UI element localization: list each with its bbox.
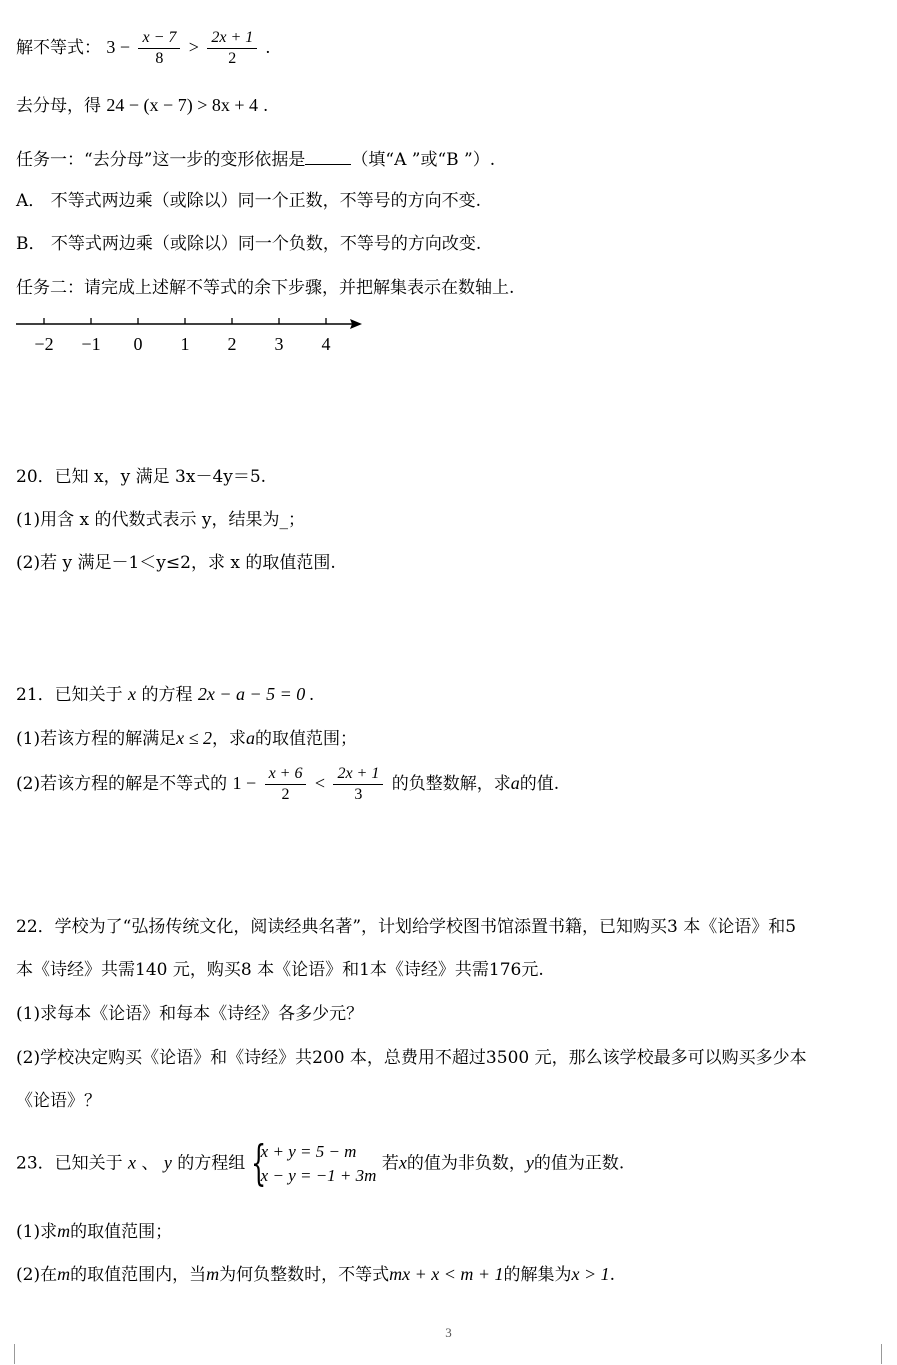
q21-p1-var-a: a	[245, 728, 255, 748]
q19-gt: >	[188, 37, 199, 57]
q22-line2: 本《诗经》共需140 元，购买8 本《论语》和1本《诗经》共需176元.	[16, 960, 544, 980]
number-line-label: 1	[180, 334, 190, 354]
number-line-label: 0	[133, 334, 143, 354]
q22-part2-line1: (2)学校决定购买《论语》和《诗经》共200 本，总费用不超过3500 元，那么该学校最多可以购买多少本	[16, 1048, 807, 1068]
number-line-label: 2	[227, 334, 237, 354]
q21-p2-text-b: 的负整数解，求	[391, 774, 511, 794]
q23-title-d: 的值为非负数，	[406, 1153, 526, 1174]
q21-p2-text: (2)若该方程的解是不等式的	[16, 774, 228, 794]
number-line-label: 3	[274, 334, 284, 354]
page-edge-left	[14, 1344, 15, 1364]
q21-p1-text-b: ，求	[211, 729, 246, 749]
q22-part2-line2: 《论语》？	[16, 1091, 101, 1111]
q21-p2-text-d: 的值.	[519, 774, 560, 794]
q20-part2: (2)若 y 满足－1＜y≤2，求 x 的取值范围.	[16, 553, 336, 573]
q23-var-y2: y	[525, 1152, 534, 1173]
q19-frac1-num: x − 7	[138, 28, 180, 49]
q23-sep: 、	[141, 1153, 159, 1174]
q19-end: .	[265, 37, 271, 57]
q21-title-b: 的方程	[141, 685, 193, 705]
q21-p2-lead: 1 −	[232, 773, 257, 793]
q21-frac2-den: 3	[354, 786, 363, 803]
q23-var-y: y	[163, 1152, 172, 1173]
q21-fraction-1	[265, 764, 307, 805]
q19-frac1-den: 8	[155, 50, 164, 67]
q23-p1-a: (1)求	[16, 1222, 58, 1242]
q19-lead: 3 −	[106, 37, 131, 57]
q19-fraction-1	[138, 28, 180, 69]
number-line-label: 4	[321, 334, 331, 354]
page-number: 3	[445, 1325, 452, 1340]
q21-title	[16, 682, 314, 707]
q19-frac2-num: 2x + 1	[207, 28, 257, 49]
q21-frac2-num: 2x + 1	[333, 764, 383, 785]
q21-frac1-num: x + 6	[265, 764, 307, 785]
q19-option-a: A． 不等式两边乘（或除以）同一个正数，不等号的方向不变.	[16, 191, 482, 211]
q23-p2-e: .	[609, 1265, 616, 1285]
q23-part2	[16, 1262, 615, 1287]
q21-p1-condition: x ≤ 2	[176, 728, 212, 748]
q23-title-a: 23．已知关于	[16, 1153, 123, 1174]
q23-p2-inequality: mx + x < m + 1	[389, 1264, 504, 1284]
q19-task1	[16, 146, 495, 172]
q21-p1-text-d: 的取值范围；	[254, 729, 357, 749]
q19-step-label: 去分母，得	[16, 96, 101, 116]
q22-part1: (1)求每本《论语》和每本《诗经》各多少元？	[16, 1004, 364, 1024]
q19-step-end: .	[263, 95, 268, 115]
q23-equation-system	[250, 1135, 377, 1191]
q21-fraction-2	[333, 764, 383, 805]
q23-part1	[16, 1219, 172, 1244]
q19-task1-text: 任务一：“去分母”这一步的变形依据是	[16, 150, 306, 170]
number-line-label: −2	[34, 334, 54, 354]
q19-frac2-den: 2	[228, 50, 237, 67]
q21-part2	[16, 764, 559, 805]
q19-intro: 解不等式：	[16, 38, 101, 58]
q19-step-math: 24 − (x − 7) > 8x + 4	[106, 95, 258, 115]
q23-title-e: 的值为正数.	[533, 1153, 625, 1174]
q22-line1: 22．学校为了“弘扬传统文化，阅读经典名著”，计划给学校图书馆添置书籍，已知购买3 本《论语》和5	[16, 917, 797, 937]
q23-p1-b: 的取值范围；	[70, 1222, 173, 1242]
q19-task2: 任务二：请完成上述解不等式的余下步骤，并把解集表示在数轴上.	[16, 278, 515, 298]
q23-title	[16, 1135, 625, 1191]
q23-title-c: 若	[381, 1153, 399, 1174]
q19-option-b: B． 不等式两边乘（或除以）同一个负数，不等号的方向改变.	[16, 234, 482, 254]
q21-p1-text: (1)若该方程的解满足	[16, 729, 177, 749]
q23-p2-var-m2: m	[206, 1264, 220, 1284]
q23-p2-d: 的解集为	[503, 1265, 572, 1285]
q23-eq1: x + y = 5 − m	[260, 1142, 357, 1161]
q23-eq2: x − y = −1 + 3m	[260, 1166, 377, 1185]
q19-fraction-2	[207, 28, 257, 69]
q19-answer-blank[interactable]	[305, 146, 351, 165]
q21-part1	[16, 726, 357, 751]
q21-equation: 2x − a − 5 = 0 .	[197, 684, 315, 704]
q23-p2-a: (2)在	[16, 1265, 58, 1285]
q23-title-b: 的方程组	[177, 1153, 246, 1174]
q23-var-x: x	[128, 1152, 137, 1173]
q21-lt: <	[314, 773, 326, 793]
q23-p1-var-m: m	[57, 1221, 71, 1241]
q23-p2-b: 的取值范围内，当	[70, 1265, 207, 1285]
q23-p2-c: 为何负整数时，不等式	[219, 1265, 390, 1285]
q23-p2-solution: x > 1	[571, 1264, 610, 1284]
q21-frac1-den: 2	[281, 786, 290, 803]
q23-p2-var-m: m	[57, 1264, 71, 1284]
q21-p2-var-a: a	[510, 773, 520, 793]
q21-var-x: x	[128, 684, 137, 704]
q21-title-a: 21．已知关于	[16, 685, 123, 705]
brace-icon: {	[250, 1135, 266, 1191]
q23-var-x2: x	[398, 1152, 407, 1173]
q20-title: 20．已知 x，y 满足 3x－4y＝5.	[16, 467, 267, 487]
page-edge-right	[881, 1344, 882, 1364]
q19-task1-hint: （填“A ”或“B ”）.	[351, 150, 496, 170]
number-line[interactable]	[14, 310, 374, 360]
q19-inequality-line	[16, 28, 270, 69]
number-line-label: −1	[81, 334, 101, 354]
q20-part1: (1)用含 x 的代数式表示 y，结果为_；	[16, 510, 305, 530]
q19-step-line	[16, 93, 268, 118]
